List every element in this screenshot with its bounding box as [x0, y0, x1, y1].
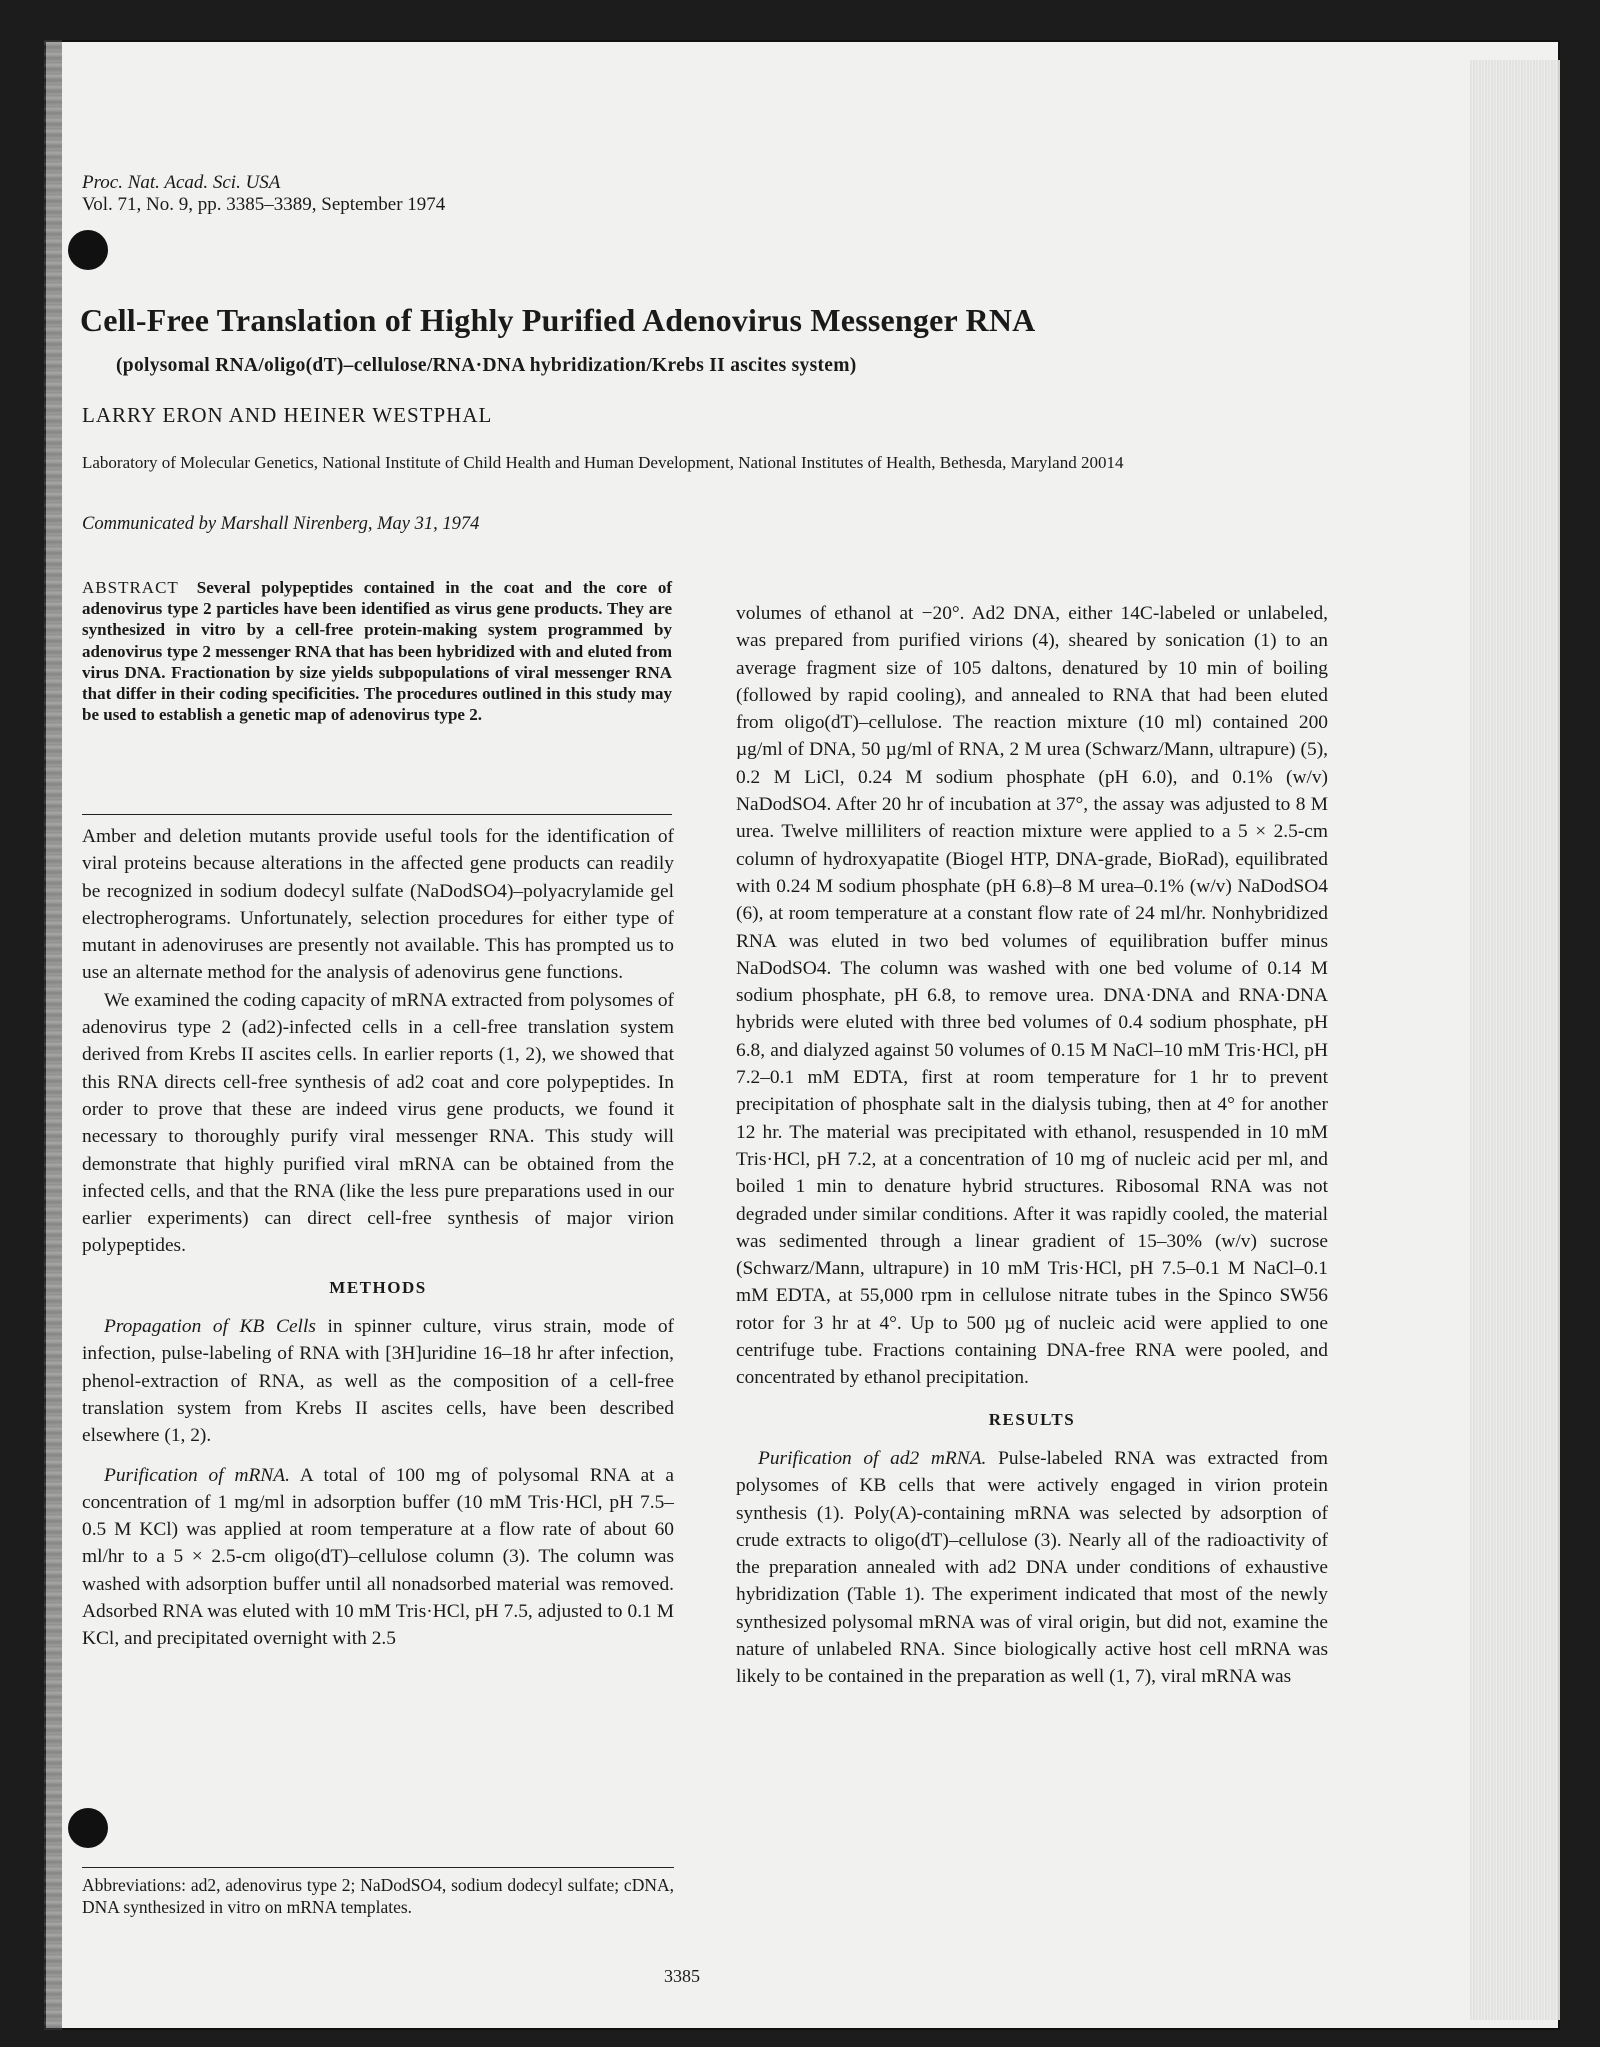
- abstract: [82, 577, 672, 725]
- binding-edge: [44, 40, 62, 2030]
- results-paragraph-1-lead: Purification of ad2 mRNA.: [758, 1447, 987, 1469]
- footnote-divider: [82, 1867, 674, 1868]
- journal-name: Proc. Nat. Acad. Sci. USA: [82, 172, 281, 193]
- abstract-label: ABSTRACT: [82, 578, 179, 597]
- methods-continued-paragraph: volumes of ethanol at −20°. Ad2 DNA, either 14C-labeled or unlabeled, was prepared from purified virions (4), sheared by sonication (1) to an average fragment size of 105 daltons, denatured by 10 min of boiling (followed by rapid cooling), and annealed to RNA that had been eluted from oligo(dT)–cellulose. The reaction mixture (10 ml) contained 200 µg/ml of DNA, 50 µg/ml of RNA, 2 M urea (Schwarz/Mann, ultrapure) (5), 0.2 M LiCl, 0.24 M sodium phosphate (pH 6.0), and 0.1% (w/v) NaDodSO4. After 20 hr of incubation at 37°, the assay was adjusted to 8 M urea. Twelve milliliters of reaction mixture were applied to a 5 × 2.5-cm column of hydroxyapatite (Biogel HTP, DNA-grade, BioRad), equilibrated with 0.24 M sodium phosphate (pH 6.8)–8 M urea–0.1% (w/v) NaDodSO4 (6), at room temperature at a constant flow rate of 24 ml/hr. Nonhybridized RNA was eluted in two bed volumes of equilibration buffer minus NaDodSO4. The column was washed with one bed volume of 0.14 M sodium phosphate, pH 6.8, to remove urea. DNA·DNA and RNA·DNA hybrids were eluted with three bed volumes of 0.4 sodium phosphate, pH 6.8, and dialyzed against 50 volumes of 0.15 M NaCl–10 mM Tris·HCl, pH 7.2–0.1 mM EDTA, first at room temperature for 1 hr to prevent precipitation of phosphate salt in the dialysis tubing, then at 4° for another 12 hr. The material was precipitated with ethanol, resuspended in 10 mM Tris·HCl, pH 7.2, at a concentration of 10 mg of nucleic acid per ml, and boiled 1 min to denature hybrid structures. Ribosomal RNA was not degraded under similar conditions. After it was rapidly cooled, the material was sedimented through a linear gradient of 15–30% (w/v) sucrose (Schwarz/Mann, ultrapure) in 10 mM Tris·HCl, pH 7.5–0.1 M NaCl–0.1 mM EDTA, at 55,000 rpm in cellulose nitrate tubes in the Spinco SW56 rotor for 3 hr at 4°. Up to 500 µg of nucleic acid were applied to one centrifuge tube. Fractions containing DNA-free RNA were pooled, and concentrated by ethanol precipitation.: [736, 603, 1328, 1389]
- methods-paragraph-2-lead: Purification of mRNA.: [104, 1464, 290, 1486]
- article-title: Cell-Free Translation of Highly Purified Adenovirus Messenger RNA: [80, 302, 1036, 338]
- journal-page: [44, 40, 1560, 2030]
- methods-heading: METHODS: [329, 1277, 427, 1297]
- intro-paragraph-1: Amber and deletion mutants provide useful tools for the identification of viral proteins because alterations in the affected gene products can readily be recognized in sodium dodecyl sulfate (NaDodSO4)–polyacrylamide gel electropherograms. Unfortunately, selection procedures for either type of mutant in adenoviruses are presently not available. This has prompted us to use an alternate method for the analysis of adenovirus gene functions.: [82, 826, 674, 984]
- methods-paragraph-1-text: in spinner culture, virus strain, mode of infection, pulse-labeling of RNA with [3H]uridine 16–18 hr after infection, phenol-extraction of RNA, as well as the composition of a cell-free translation system from Krebs II ascites cells, have been described elsewhere (1, 2).: [82, 1316, 674, 1447]
- methods-paragraph-2: [82, 1462, 674, 1653]
- punch-hole-bottom: [68, 1808, 108, 1848]
- journal-volume: Vol. 71, No. 9, pp. 3385–3389, September 1974: [82, 194, 446, 215]
- intro-paragraph-2: We examined the coding capacity of mRNA extracted from polysomes of adenovirus type 2 (ad2)-infected cells in a cell-free translation system derived from Krebs II ascites cells. In earlier reports (1, 2), we showed that this RNA directs cell-free synthesis of ad2 coat and core polypeptides. In order to prove that these are indeed virus gene products, we found it necessary to thoroughly purify viral messenger RNA. This study will demonstrate that highly purified viral mRNA can be obtained from the infected cells, and that the RNA (like the less pure preparations used in our earlier experiments) can direct cell-free synthesis of major virion polypeptides.: [82, 989, 674, 1257]
- abstract-divider: [82, 814, 672, 815]
- methods-paragraph-2-text: A total of 100 mg of polysomal RNA at a concentration of 1 mg/ml in adsorption buffer (10 mM Tris·HCl, pH 7.5–0.5 M KCl) was applied at room temperature at a flow rate of about 60 ml/hr to a 5 × 2.5-cm oligo(dT)–cellulose column (3). The column was washed with adsorption buffer until all nonadsorbed material was removed. Adsorbed RNA was eluted with 10 mM Tris·HCl, pH 7.5, adjusted to 0.1 M KCl, and precipitated overnight with 2.5: [82, 1464, 675, 1650]
- results-paragraph-1-text: Pulse-labeled RNA was extracted from polysomes of KB cells that were actively engaged in virion protein synthesis (1). Poly(A)-containing mRNA was selected by adsorption of crude extracts to oligo(dT)–cellulose (3). Nearly all of the radioactivity of the preparation annealed with ad2 DNA under conditions of exhaustive hybridization (Table 1). The experiment indicated that most of the newly synthesized polysomal mRNA was of viral origin, but did not, examine the nature of unlabeled RNA. Since biologically active host cell mRNA was likely to be contained in the preparation as well (1, 7), viral mRNA was: [736, 1447, 1328, 1688]
- article-communicated: Communicated by Marshall Nirenberg, May 31, 1974: [82, 514, 480, 534]
- punch-hole-top: [68, 230, 108, 270]
- article-affiliation: Laboratory of Molecular Genetics, National Institute of Child Health and Human Development, National Institutes of Health, Bethesda, Maryland 20014: [82, 453, 1124, 472]
- right-column: [736, 600, 1328, 1691]
- abstract-text: Several polypeptides contained in the coat and the core of adenovirus type 2 particles have been identified as virus gene products. They are synthesized in vitro by a cell-free protein-making system programmed by adenovirus type 2 messenger RNA that has been hybridized with and eluted from virus DNA. Fractionation by size yields subpopulations of viral messenger RNA that differ in their coding specificities. The procedures outlined in this study may be used to establish a genetic map of adenovirus type 2.: [82, 578, 672, 725]
- methods-paragraph-1-lead: Propagation of KB Cells: [104, 1316, 316, 1338]
- page-number: 3385: [664, 1966, 700, 1986]
- footnote: Abbreviations: ad2, adenovirus type 2; NaDodSO4, sodium dodecyl sulfate; cDNA, DNA synthesized in vitro on mRNA templates.: [82, 1875, 674, 1917]
- results-heading: RESULTS: [988, 1409, 1076, 1429]
- article-keywords: (polysomal RNA/oligo(dT)–cellulose/RNA·DNA hybridization/Krebs II ascites system): [116, 355, 857, 376]
- left-column: [82, 823, 674, 1653]
- methods-paragraph-1: [82, 1313, 674, 1449]
- page-stack-edges: [1470, 60, 1560, 2020]
- results-paragraph-1: [736, 1445, 1328, 1691]
- article-authors: LARRY ERON AND HEINER WESTPHAL: [82, 403, 493, 427]
